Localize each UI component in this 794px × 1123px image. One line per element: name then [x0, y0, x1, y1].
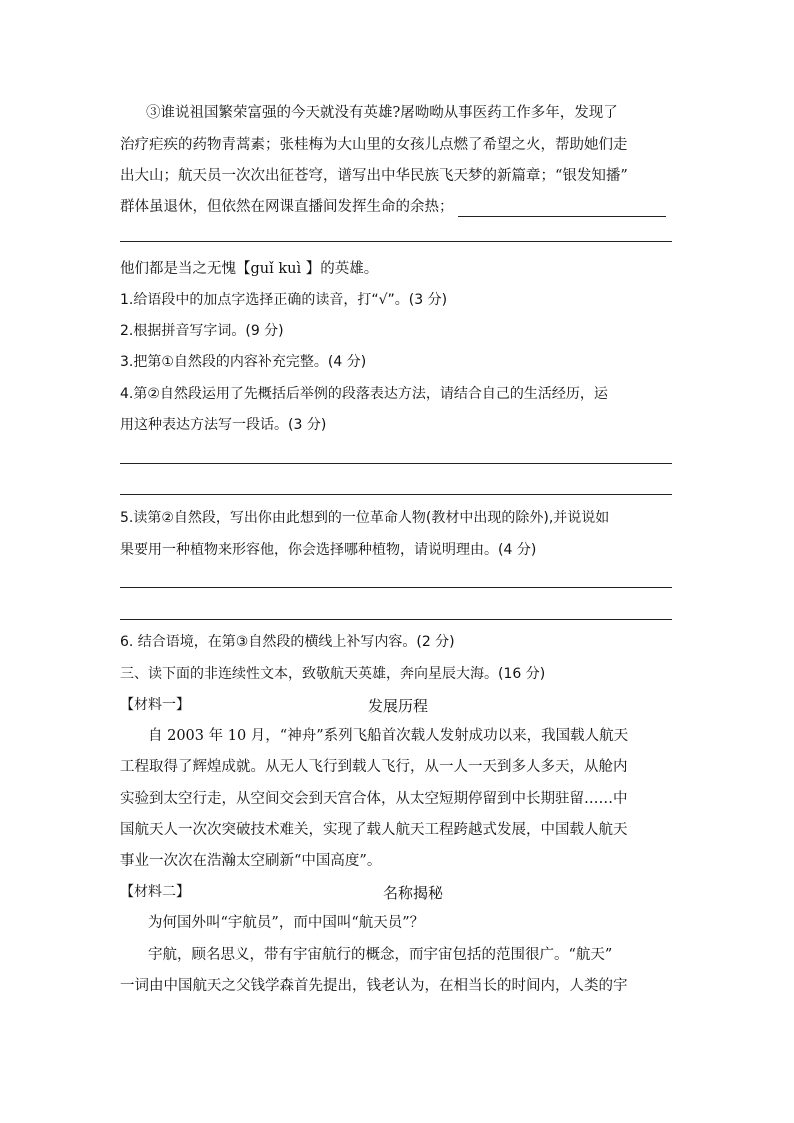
- question-5-line-2: 果要用一种植物来形容他，你会选择哪种植物，请说明理由。(4 分): [120, 542, 537, 558]
- material-2-line-3: 一词由中国航天之父钱学森首先提出，钱老认为，在相当长的时间内，人类的宇: [120, 978, 628, 994]
- answer-line-q4-2[interactable]: [120, 494, 672, 495]
- material-2-label: 【材料二】: [120, 884, 190, 900]
- material-1-label: 【材料一】: [120, 697, 190, 713]
- answer-blank-inline[interactable]: [458, 200, 666, 217]
- question-3: 3.把第①自然段的内容补充完整。(4 分): [120, 354, 367, 370]
- question-6: 6. 结合语境，在第③自然段的横线上补写内容。(2 分): [120, 634, 455, 650]
- paragraph-3-line-4: [120, 197, 666, 217]
- answer-line-q4-1[interactable]: [120, 463, 672, 464]
- material-1-line-4: 国航天人一次次突破技术难关，实现了载人航天工程跨越式发展，中国载人航天: [120, 822, 628, 838]
- paragraph-3-line-5: 他们都是当之无愧【guǐ kuì 】的英雄。: [120, 261, 379, 277]
- material-1-line-1: 自 2003 年 10 月，“神舟”系列飞船首次载人发射成功以来，我国载人航天: [148, 728, 629, 744]
- paragraph-3-line-4-text: 群体虽退休，但依然在网课直播间发挥生命的余热；: [120, 199, 454, 215]
- material-2-line-2: 宇航，顾名思义，带有宇宙航行的概念，而宇宙包括的范围很广。“航天”: [148, 947, 613, 963]
- answer-line-q5-2[interactable]: [120, 619, 672, 620]
- question-2: 2.根据拼音写字词。(9 分): [120, 323, 284, 339]
- question-5-line-1: 5.读第②自然段，写出你由此想到的一位革命人物(教材中出现的除外),并说说如: [120, 510, 610, 526]
- paragraph-3-line-2: 治疗疟疾的药物青蒿素；张桂梅为大山里的女孩儿点燃了希望之火，帮助她们走: [120, 137, 628, 153]
- answer-blank-line[interactable]: [120, 241, 672, 242]
- paragraph-3-line-1: ③谁说祖国繁荣富强的今天就没有英雄?屠呦呦从事医药工作多年，发现了: [146, 105, 618, 121]
- material-1-line-5: 事业一次次在浩瀚太空刷新“中国高度”。: [120, 853, 382, 869]
- section-3-heading: 三、读下面的非连续性文本，致敬航天英雄，奔向星辰大海。(16 分): [120, 666, 546, 682]
- paragraph-3-line-3: 出大山；航天员一次次出征苍穹，谱写出中华民族飞天梦的新篇章；“银发知播”: [120, 168, 628, 184]
- question-1: 1.给语段中的加点字选择正确的读音，打“√”。(3 分): [120, 292, 448, 308]
- question-4-line-1: 4.第②自然段运用了先概括后举例的段落表达方法，请结合自己的生活经历，运: [120, 386, 608, 402]
- material-1-line-3: 实验到太空行走，从空间交会到天宫合体，从太空短期停留到中长期驻留……中: [120, 791, 628, 807]
- material-2-line-1: 为何国外叫“宇航员”，而中国叫“航天员”？: [148, 915, 425, 931]
- material-2-title: 名称揭秘: [383, 884, 444, 902]
- material-1-title: 发展历程: [368, 697, 429, 715]
- question-4-line-2: 用这种表达方法写一段话。(3 分): [120, 417, 327, 433]
- answer-line-q5-1[interactable]: [120, 587, 672, 588]
- material-1-line-2: 工程取得了辉煌成就。从无人飞行到载人飞行，从一人一天到多人多天，从舱内: [120, 759, 628, 775]
